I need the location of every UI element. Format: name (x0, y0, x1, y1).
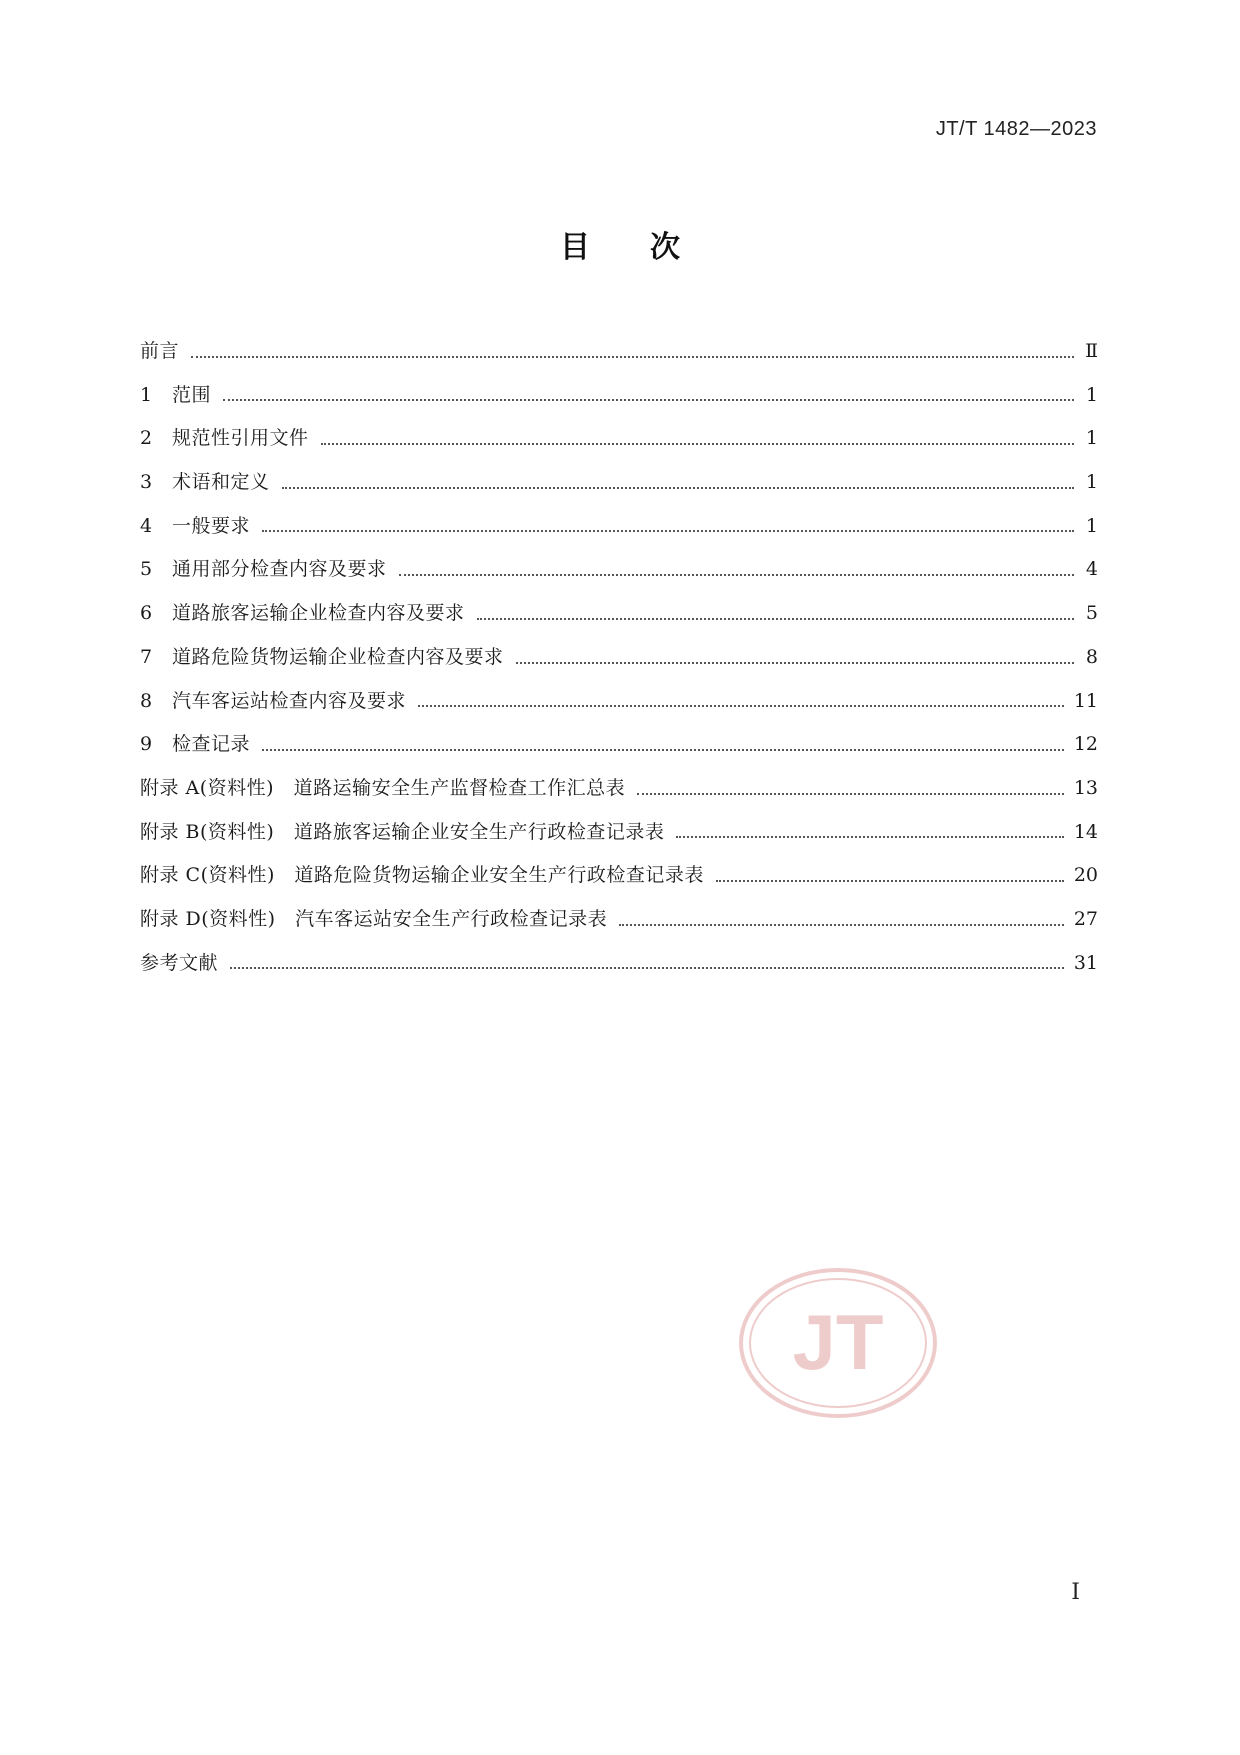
toc-entry-page: 5 (1085, 602, 1098, 625)
toc-entry-label: 附录 C(资料性) 道路危险货物运输企业安全生产行政检查记录表 (140, 864, 704, 887)
toc-entry-page: 12 (1073, 733, 1098, 756)
toc-leader-dots (223, 398, 1074, 401)
toc-leader-dots (716, 879, 1064, 882)
toc-entry-appendix-d[interactable] (140, 888, 1098, 932)
toc-entry-page: 1 (1085, 383, 1098, 406)
table-of-contents (140, 320, 1098, 975)
toc-leader-dots (262, 529, 1074, 532)
toc-leader-dots (191, 355, 1074, 358)
toc-leader-dots (321, 442, 1074, 445)
watermark-text: JT (792, 1298, 884, 1386)
toc-entry-number: 6 (140, 602, 153, 625)
toc-entry-number: 8 (140, 689, 153, 712)
toc-entry-4[interactable] (140, 495, 1098, 539)
toc-entry-9[interactable] (140, 713, 1098, 757)
toc-entry-page: 11 (1073, 689, 1098, 712)
toc-leader-dots (477, 617, 1074, 620)
toc-entry-page: 8 (1085, 645, 1098, 668)
toc-entry-8[interactable] (140, 670, 1098, 714)
toc-entry-bibliography[interactable] (140, 932, 1098, 976)
toc-entry-number: 4 (140, 514, 153, 537)
toc-entry-label: 范围 (172, 383, 212, 406)
toc-entry-label: 一般要求 (172, 514, 251, 537)
toc-entry-page: 20 (1073, 864, 1098, 887)
toc-entry-6[interactable] (140, 582, 1098, 626)
toc-entry-7[interactable] (140, 626, 1098, 670)
standard-code: JT/T 1482—2023 (935, 118, 1097, 140)
toc-entry-page: 27 (1073, 907, 1098, 930)
toc-entry-label: 附录 B(资料性) 道路旅客运输企业安全生产行政检查记录表 (140, 820, 665, 843)
toc-entry-label: 规范性引用文件 (172, 427, 309, 450)
toc-entry-number: 5 (140, 558, 153, 581)
toc-entry-number: 7 (140, 645, 153, 668)
toc-entry-page: 1 (1085, 427, 1098, 450)
toc-entry-foreword[interactable] (140, 320, 1098, 364)
toc-leader-dots (676, 835, 1063, 838)
toc-leader-dots (619, 923, 1064, 926)
toc-entry-appendix-c[interactable] (140, 844, 1098, 888)
toc-leader-dots (230, 966, 1064, 969)
toc-entry-page: 1 (1085, 471, 1098, 494)
toc-entry-number: 3 (140, 471, 153, 494)
page-title: 目次 (560, 230, 740, 265)
toc-leader-dots (399, 573, 1074, 576)
toc-entry-page: 1 (1085, 514, 1098, 537)
toc-entry-3[interactable] (140, 451, 1098, 495)
page-number: Ⅰ (1071, 1580, 1080, 1605)
toc-entry-number: 2 (140, 427, 153, 450)
toc-entry-page: 14 (1073, 820, 1098, 843)
toc-entry-label: 道路旅客运输企业检查内容及要求 (172, 602, 465, 625)
toc-entry-number: 1 (140, 383, 153, 406)
toc-entry-label: 汽车客运站检查内容及要求 (172, 689, 407, 712)
toc-entry-1[interactable] (140, 364, 1098, 408)
toc-entry-label: 前言 (140, 340, 180, 362)
toc-entry-label: 术语和定义 (172, 471, 270, 494)
toc-leader-dots (637, 792, 1064, 795)
toc-entry-appendix-a[interactable] (140, 757, 1098, 801)
toc-entry-5[interactable] (140, 538, 1098, 582)
toc-entry-page: Ⅱ (1085, 340, 1098, 362)
toc-entry-label: 附录 A(资料性) 道路运输安全生产监督检查工作汇总表 (140, 776, 626, 799)
toc-entry-page: 13 (1073, 776, 1098, 799)
toc-entry-page: 4 (1085, 558, 1098, 581)
toc-leader-dots (262, 748, 1064, 751)
toc-entry-label: 道路危险货物运输企业检查内容及要求 (172, 645, 504, 668)
toc-leader-dots (282, 486, 1074, 489)
toc-entry-2[interactable] (140, 407, 1098, 451)
toc-entry-label: 检查记录 (172, 733, 251, 756)
toc-entry-page: 31 (1073, 951, 1098, 974)
toc-entry-label: 通用部分检查内容及要求 (172, 558, 387, 581)
jt-seal-icon (738, 1267, 938, 1419)
toc-leader-dots (516, 661, 1074, 664)
toc-entry-appendix-b[interactable] (140, 801, 1098, 845)
toc-entry-label: 参考文献 (140, 951, 219, 974)
toc-entry-label: 附录 D(资料性) 汽车客运站安全生产行政检查记录表 (140, 907, 608, 930)
toc-entry-number: 9 (140, 733, 153, 756)
toc-leader-dots (418, 704, 1064, 707)
